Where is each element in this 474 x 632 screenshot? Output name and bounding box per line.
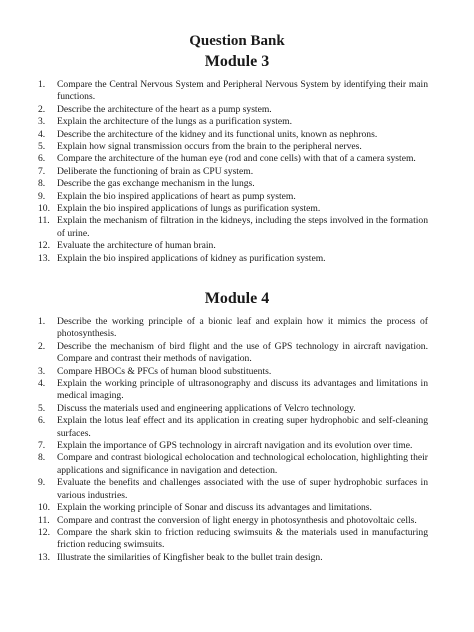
question-number: 3. — [38, 116, 46, 128]
question-number: 10. — [38, 203, 50, 215]
question-item — [38, 341, 428, 366]
question-item — [38, 502, 428, 514]
question-number: 9. — [38, 477, 46, 489]
question-text: Compare the architecture of the human eye (rod and cone cells) with that of a camera system. — [57, 153, 416, 165]
question-text: Explain the mechanism of filtration in the kidneys, including the steps involved in the formation of urine. — [57, 215, 428, 239]
question-text: Compare and contrast biological echolocation and technological echolocation, highlighting their applications and significance in navigation and detection. — [57, 452, 428, 476]
question-number: 11. — [38, 215, 50, 227]
question-text: Explain how signal transmission occurs from the brain to the peripheral nerves. — [57, 141, 362, 153]
question-text: Compare HBOCs & PFCs of human blood substituents. — [57, 365, 272, 377]
question-number: 13. — [38, 252, 50, 264]
question-text: Evaluate the architecture of human brain. — [57, 240, 216, 252]
question-number: 12. — [38, 240, 50, 252]
module-3-question-list — [38, 79, 428, 265]
question-number: 6. — [38, 415, 46, 427]
module-3-heading: Module 3 — [204, 53, 270, 70]
question-number: 4. — [38, 128, 46, 140]
question-number: 5. — [38, 141, 46, 153]
question-text: Explain the bio inspired applications of heart as pump system. — [57, 190, 296, 202]
question-text: Compare and contrast the conversion of light energy in photosynthesis and photovoltaic cells. — [57, 514, 417, 526]
question-item — [38, 203, 428, 215]
module-4-heading: Module 4 — [204, 290, 270, 307]
question-number: 7. — [38, 165, 46, 177]
question-text: Describe the architecture of the heart as a pump system. — [57, 103, 272, 115]
question-item — [38, 240, 428, 252]
question-text: Explain the working principle of ultrasonography and discuss its advantages and limitations in medical imaging. — [57, 378, 428, 402]
question-text: Evaluate the benefits and challenges associated with the use of super hydrophobic surfaces in various industries. — [57, 477, 428, 501]
question-item — [38, 366, 428, 378]
question-number: 11. — [38, 514, 50, 526]
question-text: Discuss the materials used and engineering applications of Velcro technology. — [57, 402, 356, 414]
document-title: Question Bank — [189, 33, 285, 49]
question-text: Explain the lotus leaf effect and its application in creating super hydrophobic and self-cleaning surfaces. — [57, 415, 428, 439]
question-item — [38, 104, 428, 116]
question-item — [38, 191, 428, 203]
question-item — [38, 129, 428, 141]
question-text: Explain the working principle of Sonar and discuss its advantages and limitations. — [57, 502, 372, 514]
question-item — [38, 178, 428, 190]
question-item — [38, 79, 428, 104]
question-number: 9. — [38, 190, 46, 202]
question-text: Describe the working principle of a bionic leaf and explain how it mimics the process of photosynthesis. — [57, 316, 428, 340]
question-item — [38, 253, 428, 265]
question-text: Illustrate the similarities of Kingfisher beak to the bullet train design. — [57, 551, 323, 563]
question-item — [38, 215, 428, 240]
question-text: Deliberate the functioning of brain as CPU system. — [57, 165, 254, 177]
question-item — [38, 316, 428, 341]
question-item — [38, 552, 428, 564]
question-text: Describe the mechanism of bird flight and the use of GPS technology in aircraft navigation. Compare and contrast their methods of navigation. — [57, 340, 428, 365]
question-number: 2. — [38, 103, 46, 115]
question-number: 1. — [38, 316, 46, 327]
question-text: Describe the gas exchange mechanism in the lungs. — [57, 178, 255, 190]
question-number: 1. — [38, 79, 46, 90]
question-text: Explain the bio inspired applications of lungs as purification system. — [57, 203, 321, 215]
question-number: 7. — [38, 440, 46, 452]
module-4-question-list — [38, 316, 428, 564]
question-item — [38, 378, 428, 403]
question-item — [38, 477, 428, 502]
question-text: Explain the architecture of the lungs as a purification system. — [57, 116, 292, 128]
question-item — [38, 166, 428, 178]
question-number: 8. — [38, 178, 46, 190]
question-item — [38, 527, 428, 552]
question-number: 10. — [38, 502, 50, 514]
question-item — [38, 403, 428, 415]
question-number: 3. — [38, 365, 46, 377]
question-text: Explain the importance of GPS technology in aircraft navigation and its evolution over time. — [57, 440, 413, 452]
question-text: Compare the Central Nervous System and Peripheral Nervous System by identifying their main functions. — [57, 79, 428, 103]
question-number: 5. — [38, 402, 46, 414]
question-number: 4. — [38, 378, 46, 390]
question-number: 2. — [38, 340, 46, 352]
question-number: 6. — [38, 153, 46, 165]
question-text: Describe the architecture of the kidney and its functional units, known as nephrons. — [57, 128, 378, 140]
question-item — [38, 153, 428, 165]
question-item — [38, 440, 428, 452]
question-item — [38, 141, 428, 153]
question-number: 12. — [38, 526, 50, 538]
question-item — [38, 415, 428, 440]
question-item — [38, 116, 428, 128]
question-item — [38, 452, 428, 477]
question-text: Compare the shark skin to friction reducing swimsuits & the materials used in manufacturing friction reducing swimsuits. — [57, 526, 428, 551]
question-number: 8. — [38, 452, 46, 464]
question-item — [38, 515, 428, 527]
question-text: Explain the bio inspired applications of kidney as purification system. — [57, 252, 326, 264]
question-number: 13. — [38, 551, 50, 563]
